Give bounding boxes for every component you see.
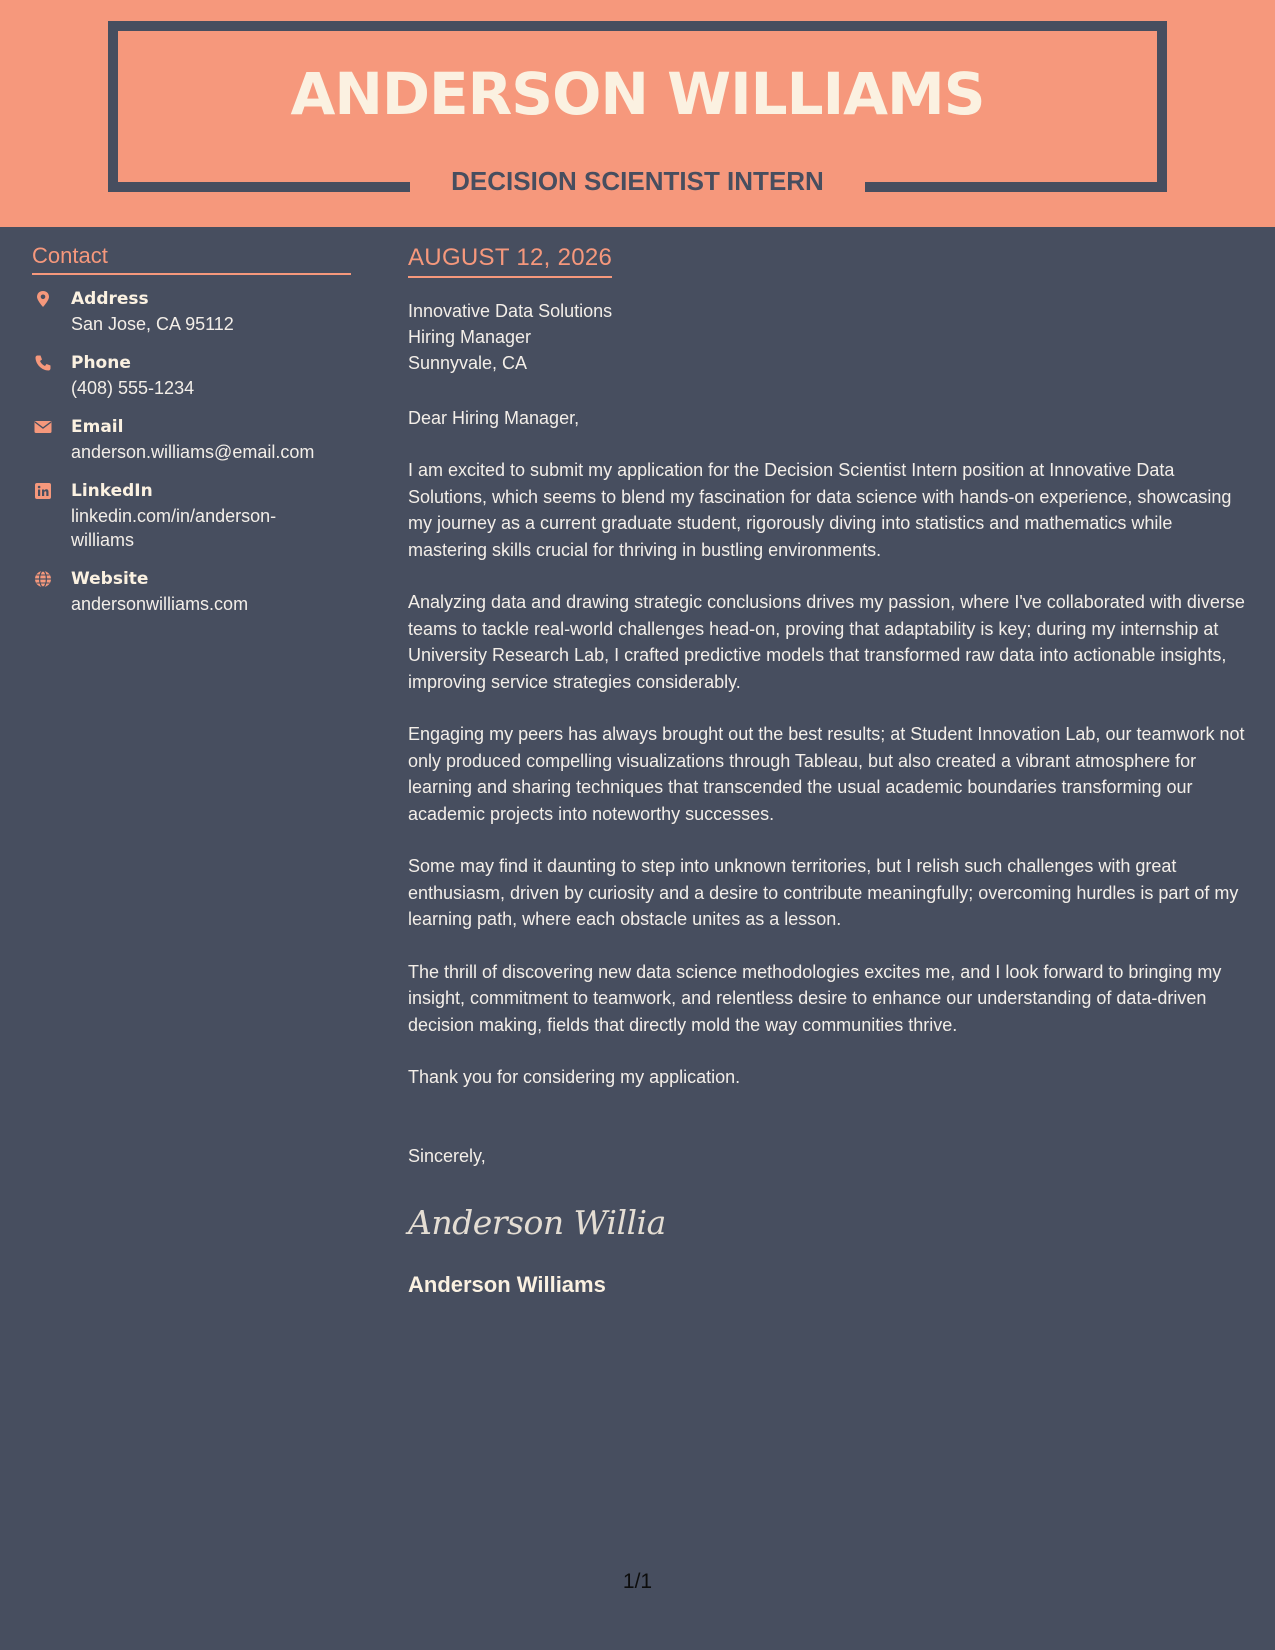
- recipient-block: [408, 298, 1254, 376]
- page-indicator: 1/1: [622, 1570, 653, 1593]
- contact-value: San Jose, CA 95112: [71, 314, 234, 334]
- contact-label: LinkedIn: [71, 481, 153, 501]
- letter-date: AUGUST 12, 2026: [408, 244, 613, 271]
- email-link[interactable]: anderson.williams@email.com: [71, 442, 315, 462]
- website-link[interactable]: andersonwilliams.com: [71, 594, 249, 614]
- paragraph: I am excited to submit my application for the Decision Scientist Intern position at Innovative Data Solutions, which seems to blend my fascination for data science with hands-on experience, showcasing my journey as a current graduate student, rigorously diving into statistics and mathematics while mastering skills crucial for thriving in bustling environments.: [408, 460, 1232, 560]
- contact-item-website[interactable]: [32, 567, 351, 616]
- contact-heading: Contact: [32, 243, 351, 275]
- signature: Anderson Willia: [408, 1203, 666, 1242]
- paragraph: Analyzing data and drawing strategic conclusions drives my passion, where I've collaborated with diverse teams to tackle real-world challenges head-on, proving that adaptability is key; during my internship at University Research Lab, I crafted predictive models that transformed raw data into actionable insights, improving service strategies considerably.: [408, 592, 1245, 692]
- paragraph: Some may find it daunting to step into unknown territories, but I relish such challenges with great enthusiasm, driven by curiosity and a desire to contribute meaningfully; overcoming hurdles is part of my learning path, where each obstacle unites as a lesson.: [408, 856, 1239, 929]
- recipient-title: Hiring Manager: [408, 327, 532, 347]
- paragraph: Engaging my peers has always brought out the best results; at Student Innovation Lab, our teamwork not only produced compelling visualizations through Tableau, but also created a vibrant atmosphere for learning and sharing techniques that transcended the usual academic boundaries transforming our academic projects into noteworthy successes.: [408, 724, 1245, 824]
- recipient-company: Innovative Data Solutions: [408, 301, 613, 321]
- linkedin-icon: [34, 482, 52, 500]
- map-pin-icon: [34, 290, 52, 308]
- phone-icon: [34, 354, 52, 372]
- contact-item-linkedin[interactable]: [32, 479, 351, 552]
- closing: Sincerely,: [408, 1146, 486, 1166]
- contact-list: [32, 287, 351, 616]
- contact-sidebar: [32, 243, 351, 631]
- linkedin-link[interactable]: linkedin.com/in/anderson-williams: [71, 506, 277, 550]
- contact-value: (408) 555-1234: [71, 378, 195, 398]
- contact-item-address: [32, 287, 351, 336]
- contact-label: Website: [71, 569, 149, 589]
- thanks-line: Thank you for considering my application.: [408, 1067, 741, 1087]
- envelope-icon: [34, 418, 52, 436]
- contact-item-email[interactable]: [32, 415, 351, 464]
- greeting: Dear Hiring Manager,: [408, 408, 580, 428]
- signer-name: Anderson Williams: [408, 1272, 606, 1297]
- header-banner: [0, 0, 1275, 227]
- job-title: DECISION SCIENTIST INTERN: [451, 166, 824, 196]
- letter-body: [408, 244, 1254, 1298]
- contact-label: Email: [71, 417, 124, 437]
- contact-label: Phone: [71, 353, 131, 373]
- recipient-location: Sunnyvale, CA: [408, 353, 528, 373]
- contact-label: Address: [71, 289, 149, 309]
- globe-icon: [34, 570, 52, 588]
- paragraph: The thrill of discovering new data science methodologies excites me, and I look forward to bringing my insight, commitment to teamwork, and relentless desire to enhance our understanding of data-driven decision making, fields that directly mold the way communities thrive.: [408, 961, 1222, 1035]
- date-block: [408, 244, 612, 278]
- applicant-name: ANDERSON WILLIAMS: [290, 60, 985, 128]
- contact-item-phone: [32, 351, 351, 400]
